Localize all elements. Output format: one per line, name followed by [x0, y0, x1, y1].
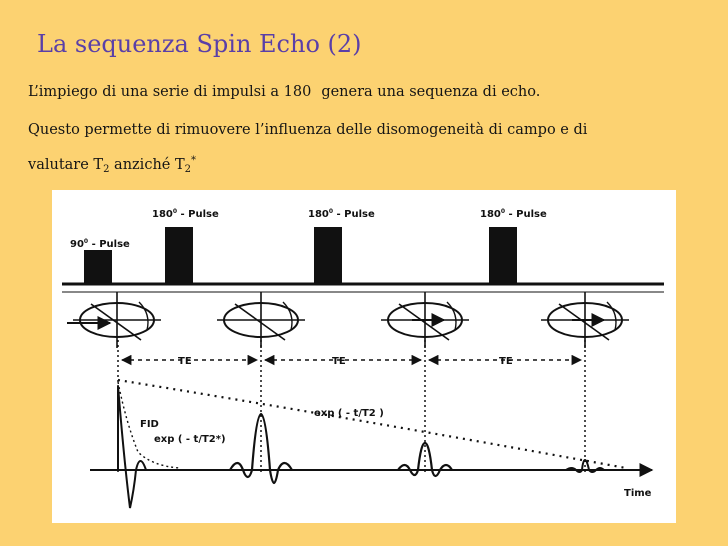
te-label-2: TE	[332, 356, 346, 367]
t2-decay-label: exp ( - t/T2 )	[314, 408, 384, 419]
fid-label: FID	[140, 419, 159, 430]
time-axis-label: Time	[624, 488, 652, 499]
spin-echo-diagram	[52, 190, 676, 523]
te-label-3: TE	[499, 356, 513, 367]
pulse-180-label-3: $180^0$ - Pulse	[480, 208, 547, 220]
text-line-1-end: genera una sequenza di echo.	[321, 84, 541, 100]
text-line-2: Questo permette di rimuovere l’influenza delle disomogeneità di campo e di	[28, 122, 588, 138]
pulse-180-label-2: $180^0$ - Pulse	[308, 208, 375, 220]
text-line-3-b: anziché T	[109, 157, 185, 173]
t2star-superscript: *	[191, 155, 197, 166]
pulse-180-1	[165, 227, 193, 284]
spin-diagram-2	[217, 292, 305, 348]
spin-echo-svg	[52, 190, 676, 523]
pulse-180-2	[314, 227, 342, 284]
pulse-180-3	[489, 227, 517, 284]
slide-title: La sequenza Spin Echo (2)	[37, 30, 362, 58]
t2-subscript: 2	[103, 164, 110, 175]
text-line-1-start: L’impiego di una serie di impulsi a 180	[28, 84, 312, 100]
t2star-decay-label: exp ( - t/T2*)	[154, 434, 226, 445]
spin-diagram-1	[73, 292, 161, 348]
text-line-1	[28, 84, 540, 100]
fid-signal	[118, 386, 146, 508]
text-line-3-a: valutare T	[28, 157, 104, 173]
text-line-3	[28, 155, 196, 175]
pulse-180-label-1: $180^0$ - Pulse	[152, 208, 219, 220]
pulse-90	[84, 250, 112, 284]
te-label-1: TE	[178, 356, 192, 367]
echo-1	[230, 414, 292, 483]
t2-decay-curve	[118, 380, 626, 468]
t2star-subscript: 2	[184, 164, 192, 175]
pulse-90-label: $90^0$ - Pulse	[70, 238, 130, 250]
